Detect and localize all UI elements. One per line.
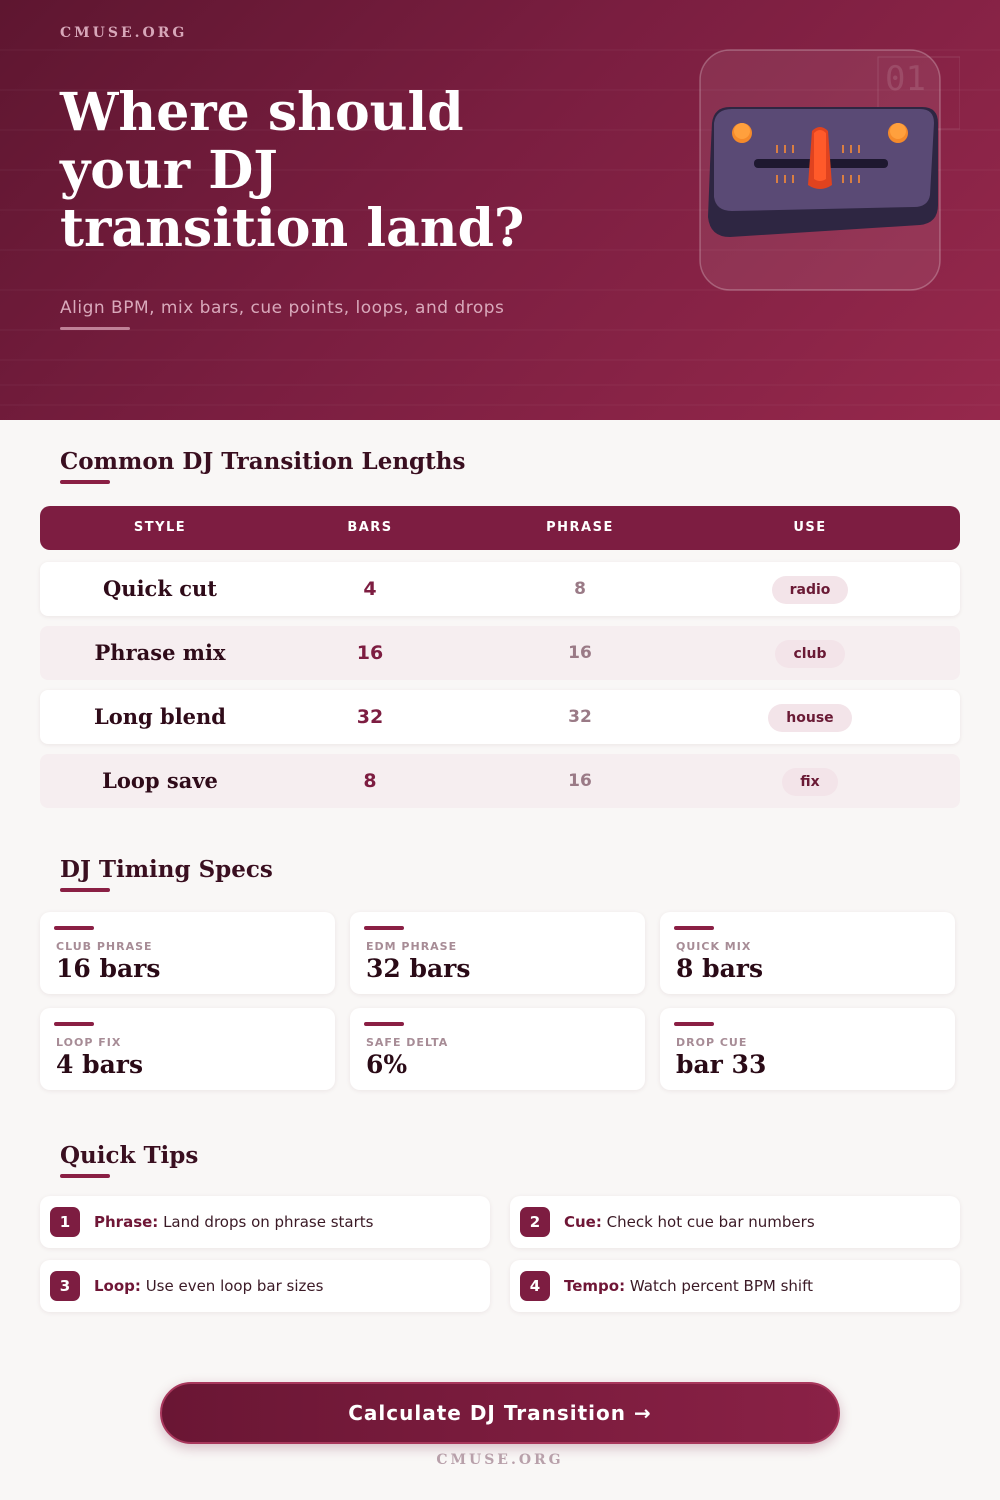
specs-section-title: DJ Timing Specs xyxy=(60,856,273,883)
tip-text xyxy=(94,1260,323,1312)
card-accent-bar xyxy=(674,926,714,930)
spec-card-safe-delta xyxy=(350,1008,645,1090)
table-row xyxy=(40,562,960,616)
tips-title-underline xyxy=(60,1174,110,1178)
dj-crossfader-icon xyxy=(690,45,960,295)
row-phrase: 32 xyxy=(568,707,592,727)
spec-label: LOOP FIX xyxy=(56,1036,122,1049)
column-header-phrase: PHRASE xyxy=(546,520,614,535)
row-bars: 32 xyxy=(356,706,384,728)
card-accent-bar xyxy=(364,1022,404,1026)
row-style: Long blend xyxy=(93,704,226,729)
transitions-section-title: Common DJ Transition Lengths xyxy=(60,448,466,475)
tip-number-badge: 3 xyxy=(50,1271,80,1301)
spec-card-drop-cue xyxy=(660,1008,955,1090)
tip-text xyxy=(564,1260,813,1312)
table-row xyxy=(40,626,960,680)
spec-value: 32 bars xyxy=(366,954,471,983)
tip-description: Watch percent BPM shift xyxy=(629,1277,813,1295)
calculate-transition-button[interactable] xyxy=(160,1382,840,1444)
spec-label: QUICK MIX xyxy=(676,940,752,953)
row-phrase: 16 xyxy=(568,771,592,791)
use-badge: club xyxy=(775,640,844,668)
tip-description: Land drops on phrase starts xyxy=(163,1213,374,1231)
row-use-cell xyxy=(690,626,930,680)
spec-value: 16 bars xyxy=(56,954,161,983)
column-header-bars: BARS xyxy=(347,520,393,535)
row-use-cell xyxy=(690,690,930,744)
spec-label: DROP CUE xyxy=(676,1036,748,1049)
card-accent-bar xyxy=(54,926,94,930)
spec-value: 6% xyxy=(366,1050,408,1079)
column-header-style: STYLE xyxy=(133,520,187,535)
spec-card-club-phrase xyxy=(40,912,335,994)
tip-description: Check hot cue bar numbers xyxy=(606,1213,815,1231)
card-accent-bar xyxy=(364,926,404,930)
table-row xyxy=(40,690,960,744)
tip-key: Loop: xyxy=(94,1277,141,1295)
svg-text:01: 01 xyxy=(885,59,926,99)
table-header xyxy=(40,506,960,550)
tip-number-badge: 1 xyxy=(50,1207,80,1237)
tip-item-tempo xyxy=(510,1260,960,1312)
hero-subtitle: Align BPM, mix bars, cue points, loops, and drops xyxy=(60,298,505,318)
row-bars: 16 xyxy=(356,642,384,664)
row-phrase: 16 xyxy=(568,643,592,663)
spec-value: 8 bars xyxy=(676,954,764,983)
row-use-cell xyxy=(690,754,930,808)
row-style: Quick cut xyxy=(103,576,217,601)
row-style: Loop save xyxy=(102,768,218,793)
tip-key: Tempo: xyxy=(564,1277,626,1295)
brand-logo-bottom[interactable]: CMUSE.ORG xyxy=(436,1452,564,1468)
row-bars: 8 xyxy=(363,770,377,792)
row-bars: 4 xyxy=(363,578,377,600)
column-header-use: USE xyxy=(793,520,827,535)
spec-label: EDM PHRASE xyxy=(366,940,458,953)
tip-number-badge: 4 xyxy=(520,1271,550,1301)
spec-label: SAFE DELTA xyxy=(366,1036,449,1049)
brand-logo-top[interactable]: CMUSE.ORG xyxy=(60,25,188,41)
calculate-button-label: Calculate DJ Transition → xyxy=(348,1401,652,1425)
use-badge: house xyxy=(768,704,851,732)
tip-item-loop xyxy=(40,1260,490,1312)
hero-banner xyxy=(0,0,1000,420)
use-badge: radio xyxy=(772,576,849,604)
tip-item-cue xyxy=(510,1196,960,1248)
spec-card-edm-phrase xyxy=(350,912,645,994)
tip-key: Phrase: xyxy=(94,1213,159,1231)
row-phrase: 8 xyxy=(574,579,586,599)
spec-card-quick-mix xyxy=(660,912,955,994)
row-style: Phrase mix xyxy=(94,640,226,665)
spec-card-loop-fix xyxy=(40,1008,335,1090)
tips-section-title: Quick Tips xyxy=(60,1142,199,1169)
tip-text xyxy=(564,1196,815,1248)
card-accent-bar xyxy=(54,1022,94,1026)
transitions-title-underline xyxy=(60,480,110,484)
tip-description: Use even loop bar sizes xyxy=(145,1277,324,1295)
spec-value: 4 bars xyxy=(56,1050,144,1079)
tip-key: Cue: xyxy=(564,1213,602,1231)
specs-title-underline xyxy=(60,888,110,892)
table-row xyxy=(40,754,960,808)
card-accent-bar xyxy=(674,1022,714,1026)
hero-title: Where should your DJ transition land? xyxy=(60,82,525,259)
spec-value: bar 33 xyxy=(676,1050,767,1079)
tip-text xyxy=(94,1196,373,1248)
tip-item-phrase xyxy=(40,1196,490,1248)
tip-number-badge: 2 xyxy=(520,1207,550,1237)
use-badge: fix xyxy=(782,768,837,796)
row-use-cell xyxy=(690,562,930,616)
hero-underline xyxy=(60,327,130,330)
spec-label: CLUB PHRASE xyxy=(56,940,153,953)
